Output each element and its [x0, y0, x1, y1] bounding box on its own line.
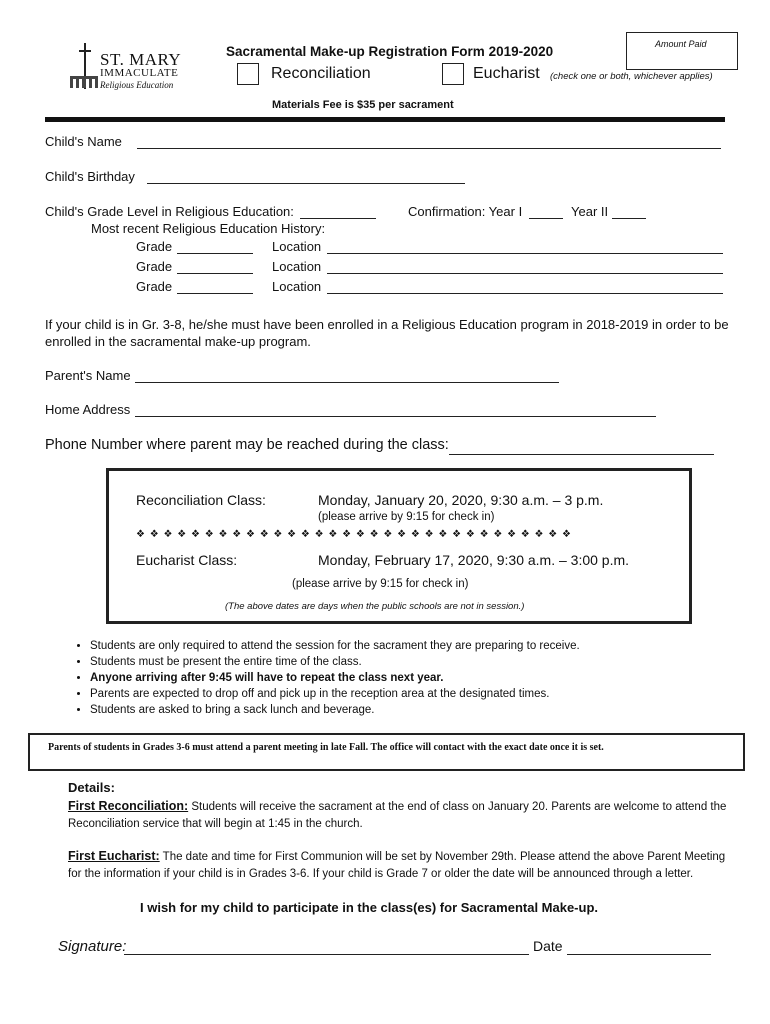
grade-label-1: Grade: [136, 239, 173, 254]
first-eucharist-heading: First Eucharist:: [68, 849, 160, 863]
option-note: (check one or both, whichever applies): [550, 71, 713, 82]
child-name-field[interactable]: [137, 134, 721, 149]
grade-field-2[interactable]: [177, 259, 253, 274]
location-label-2: Location: [272, 259, 322, 274]
child-birthday-label: Child's Birthday: [45, 169, 135, 184]
form-title: Sacramental Make-up Registration Form 2019-2020: [226, 44, 554, 59]
euch-class-date: Monday, February 17, 2020, 9:30 a.m. – 3:00 p.m.: [318, 552, 630, 568]
parent-name-label: Parent's Name: [45, 368, 131, 383]
child-name-label: Child's Name: [45, 134, 122, 149]
home-address-field[interactable]: [135, 402, 656, 417]
first-eucharist-text: The date and time for First Communion will be set by November 29th. Please attend the above Parent Meeting for the information if your child is in Grades 3-6. If your child is Grade 7 or older the date will be announced through a letter.: [68, 851, 726, 880]
first-reconciliation-paragraph: [68, 798, 728, 833]
grade-field-1[interactable]: [177, 239, 253, 254]
grade-level-label: Child's Grade Level in Religious Education:: [45, 204, 294, 219]
signature-label: Signature:: [58, 938, 127, 955]
participation-statement: I wish for my child to participate in the class(es) for Sacramental Make-up.: [140, 900, 599, 915]
phone-label: Phone Number where parent may be reached during the class:: [45, 437, 449, 453]
rule-item: • Students are asked to bring a sack lunch and beverage.: [90, 704, 580, 717]
location-field-2[interactable]: [327, 259, 723, 274]
amount-paid-label: Amount Paid: [655, 39, 707, 49]
date-label: Date: [533, 938, 563, 954]
location-field-1[interactable]: [327, 239, 723, 254]
history-label: Most recent Religious Education History:: [91, 221, 326, 236]
grade-label-3: Grade: [136, 279, 173, 294]
eucharist-option-label: Eucharist: [473, 65, 540, 82]
materials-fee: Materials Fee is $35 per sacrament: [272, 99, 454, 111]
diamond-divider: ❖ ❖ ❖ ❖ ❖ ❖ ❖ ❖ ❖ ❖ ❖ ❖ ❖ ❖ ❖ ❖ ❖ ❖ ❖ ❖ ❖ ❖ ❖ ❖ ❖ ❖ ❖ ❖ ❖ ❖ ❖ ❖: [136, 529, 573, 540]
recon-class-label: Reconciliation Class:: [136, 492, 266, 508]
logo-line3: Religious Education: [100, 80, 174, 90]
reconciliation-checkbox[interactable]: [237, 63, 259, 85]
location-label-1: Location: [272, 239, 322, 254]
confirmation-year1-field[interactable]: [529, 204, 563, 219]
rule-item: • Students must be present the entire time of the class.: [90, 656, 580, 669]
logo-line1: ST. MARY: [100, 50, 182, 69]
confirmation-year2-field[interactable]: [612, 204, 646, 219]
recon-arrive-note: (please arrive by 9:15 for check in): [318, 511, 495, 523]
grade-level-field[interactable]: [300, 204, 376, 219]
dates-note: (The above dates are days when the public schools are not in session.): [225, 601, 525, 612]
parent-meeting-text: Parents of students in Grades 3-6 must attend a parent meeting in late Fall. The office will contact with the exact date once it is set.: [48, 742, 604, 753]
euch-arrive-note: (please arrive by 9:15 for check in): [292, 578, 469, 590]
phone-field[interactable]: [449, 440, 714, 455]
enrollment-note: If your child is in Gr. 3-8, he/she must have been enrolled in a Religious Education program in 2018-2019 in order to be enrolled in the sacramental make-up program.: [45, 317, 729, 349]
child-birthday-field[interactable]: [147, 169, 465, 184]
first-eucharist-paragraph: [68, 848, 728, 883]
date-field[interactable]: [567, 940, 711, 955]
parent-name-field[interactable]: [135, 368, 559, 383]
amount-paid-box[interactable]: [626, 32, 738, 70]
reconciliation-option-label: Reconciliation: [271, 65, 371, 82]
rule-item: • Anyone arriving after 9:45 will have to repeat the class next year.: [90, 672, 580, 685]
church-logo-icon: [70, 70, 98, 88]
location-label-3: Location: [272, 279, 322, 294]
signature-field[interactable]: [124, 940, 529, 955]
logo-line2: IMMACULATE: [100, 67, 179, 79]
confirmation-year1-label: Confirmation: Year I: [408, 204, 523, 219]
home-address-label: Home Address: [45, 402, 131, 417]
eucharist-checkbox[interactable]: [442, 63, 464, 85]
header-divider: [45, 117, 725, 122]
euch-class-label: Eucharist Class:: [136, 552, 238, 568]
rules-list: [66, 640, 580, 720]
grade-label-2: Grade: [136, 259, 173, 274]
rule-item: • Students are only required to attend the session for the sacrament they are preparing to receive.: [90, 640, 580, 653]
confirmation-year2-label: Year II: [571, 204, 609, 219]
grade-field-3[interactable]: [177, 279, 253, 294]
details-heading: Details:: [68, 780, 115, 795]
first-reconciliation-text: Students will receive the sacrament at the end of class on January 20. Parents are welcome to attend the Reconciliation service that will begin at 1:45 in the church.: [68, 801, 727, 830]
first-reconciliation-heading: First Reconciliation:: [68, 799, 189, 813]
rule-item: • Parents are expected to drop off and pick up in the reception area at the designated times.: [90, 688, 580, 701]
location-field-3[interactable]: [327, 279, 723, 294]
recon-class-date: Monday, January 20, 2020, 9:30 a.m. – 3 p.m.: [318, 492, 604, 508]
